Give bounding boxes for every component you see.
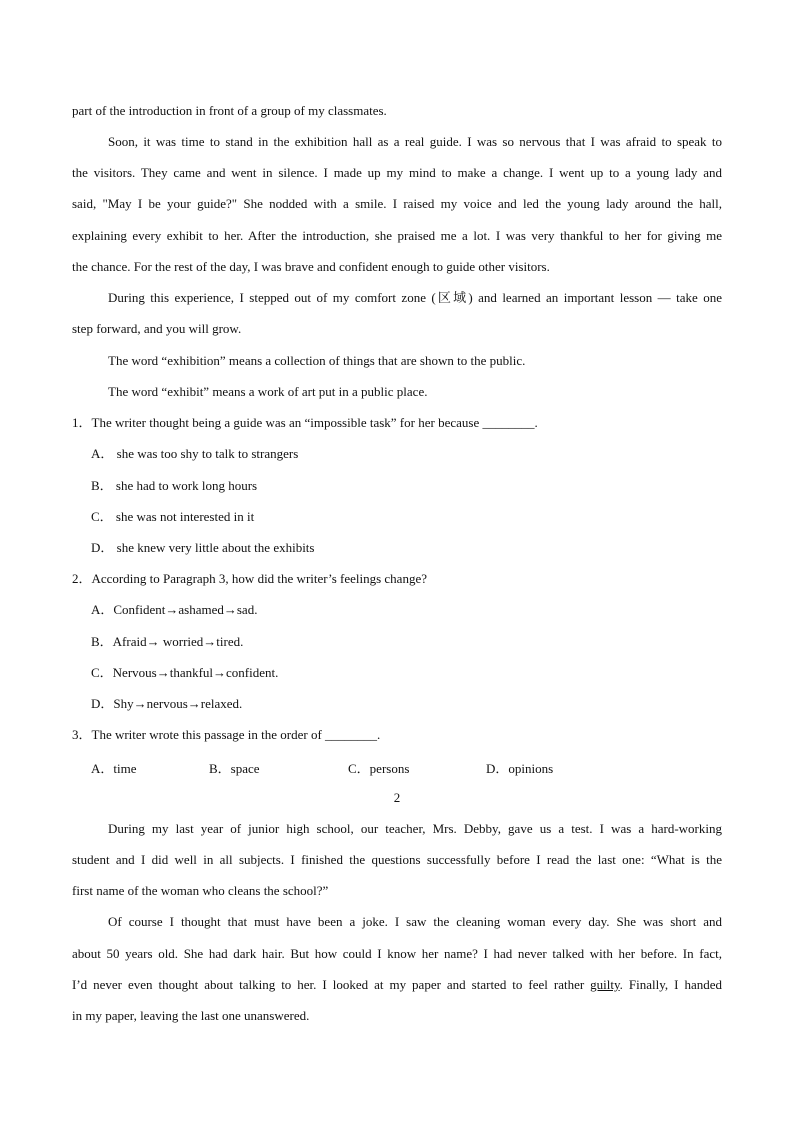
paragraph-line: student and I did well in all subjects. I finished the questions successfully before I read the last one: “What is the [72, 852, 722, 867]
paragraph-line: the chance. For the rest of the day, I was brave and confident enough to guide other visitors. [72, 259, 550, 274]
paragraph-line: in my paper, leaving the last one unanswered. [72, 1008, 310, 1023]
answer-option: A．Confident→ashamed→sad. [91, 602, 258, 617]
answer-option: B．space [209, 761, 260, 776]
paragraph-line: Of course I thought that must have been a joke. I saw the cleaning woman every day. She was short and [108, 914, 722, 929]
answer-option: D． she knew very little about the exhibits [91, 540, 315, 555]
vocabulary-note: The word “exhibit” means a work of art put in a public place. [108, 384, 428, 399]
line-text: . Finally, I handed [619, 977, 722, 992]
underlined-word: guilty [590, 977, 620, 992]
question-stem: 1．The writer thought being a guide was an “impossible task” for her because ________. [72, 415, 538, 430]
answer-option: C． she was not interested in it [91, 509, 255, 524]
answer-option: C．persons [348, 761, 410, 776]
paragraph-line: Soon, it was time to stand in the exhibition hall as a real guide. I was so nervous that I was afraid to speak to [108, 134, 722, 149]
vocabulary-note: The word “exhibition” means a collection of things that are shown to the public. [108, 353, 526, 368]
passage-number: 2 [393, 790, 401, 805]
answer-option: B． she had to work long hours [91, 478, 258, 493]
paragraph-line [72, 977, 722, 993]
answer-option: C．Nervous→thankful→confident. [91, 665, 279, 680]
answer-option: A．time [91, 761, 137, 776]
question-stem: 3．The writer wrote this passage in the order of ________. [72, 727, 381, 742]
paragraph-line: During my last year of junior high school, our teacher, Mrs. Debby, gave us a test. I was a hard-working [108, 821, 722, 836]
question-stem: 2．According to Paragraph 3, how did the writer’s feelings change? [72, 571, 427, 586]
answer-options-row [0, 758, 794, 774]
paragraph-line: part of the introduction in front of a group of my classmates. [72, 103, 387, 118]
answer-option: D．Shy→nervous→relaxed. [91, 696, 243, 711]
paragraph-line: said, "May I be your guide?" She nodded with a smile. I raised my voice and led the young lady around the hall, [72, 196, 722, 211]
answer-option: B．Afraid→ worried→tired. [91, 634, 244, 649]
line-text: I’d never even thought about talking to her. I looked at my paper and started to feel rather [72, 977, 591, 992]
paragraph-line: explaining every exhibit to her. After the introduction, she praised me a lot. I was very thankful to her for giving me [72, 228, 722, 243]
paragraph-line: about 50 years old. She had dark hair. But how could I know her name? I had never talked with her before. In fact, [72, 946, 722, 961]
paragraph-line: During this experience, I stepped out of my comfort zone (区域) and learned an important lesson — take one [108, 290, 722, 305]
answer-option: D．opinions [486, 761, 554, 776]
answer-option: A． she was too shy to talk to strangers [91, 446, 299, 461]
paragraph-line: the visitors. They came and went in silence. I made up my mind to make a change. I went up to a young lady and [72, 165, 722, 180]
paragraph-line: step forward, and you will grow. [72, 321, 242, 336]
paragraph-line: first name of the woman who cleans the school?” [72, 883, 329, 898]
